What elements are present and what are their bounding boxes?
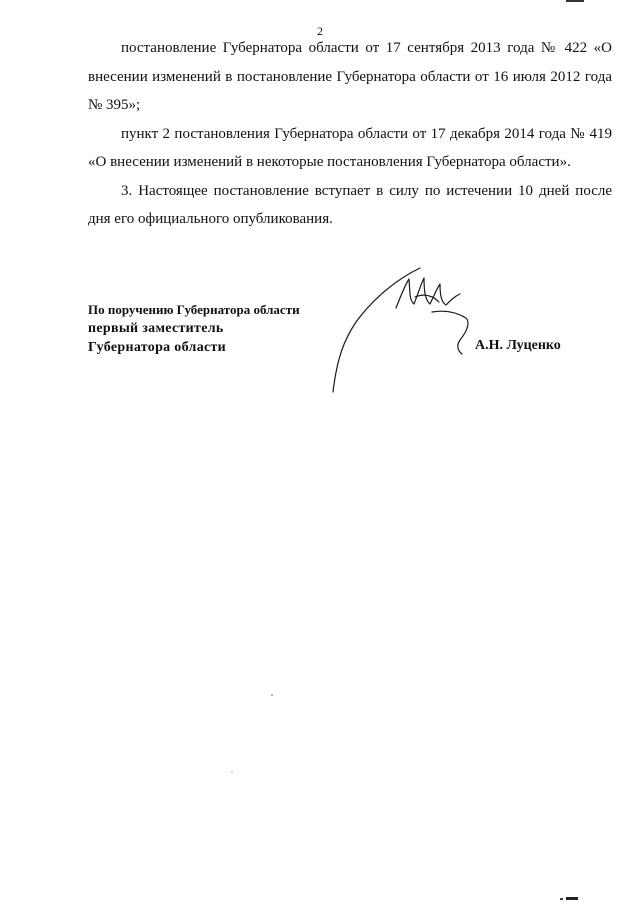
signature-position-line: первый заместитель: [88, 321, 224, 336]
signature-authority-line: По поручению Губернатора области: [88, 302, 300, 317]
page-number: 2: [317, 24, 323, 38]
paragraph-decree-422: постановление Губернатора области от 17 сентября 2013 года № 422 «О внесении изменений в постановление Губернатора области от 16 июля 2012 года № 395»;: [88, 40, 612, 113]
signer-name: А.Н. Луценко: [475, 338, 561, 353]
signature-position-line-2: Губернатора области: [88, 340, 227, 355]
paragraph-decree-419: пункт 2 постановления Губернатора области от 17 декабря 2014 года № 419 «О внесении изменений в некоторые постановления Губернатора области».: [88, 125, 612, 170]
paragraph-entry-into-force: 3. Настоящее постановление вступает в силу по истечении 10 дней после дня его официального опубликования.: [88, 182, 612, 227]
